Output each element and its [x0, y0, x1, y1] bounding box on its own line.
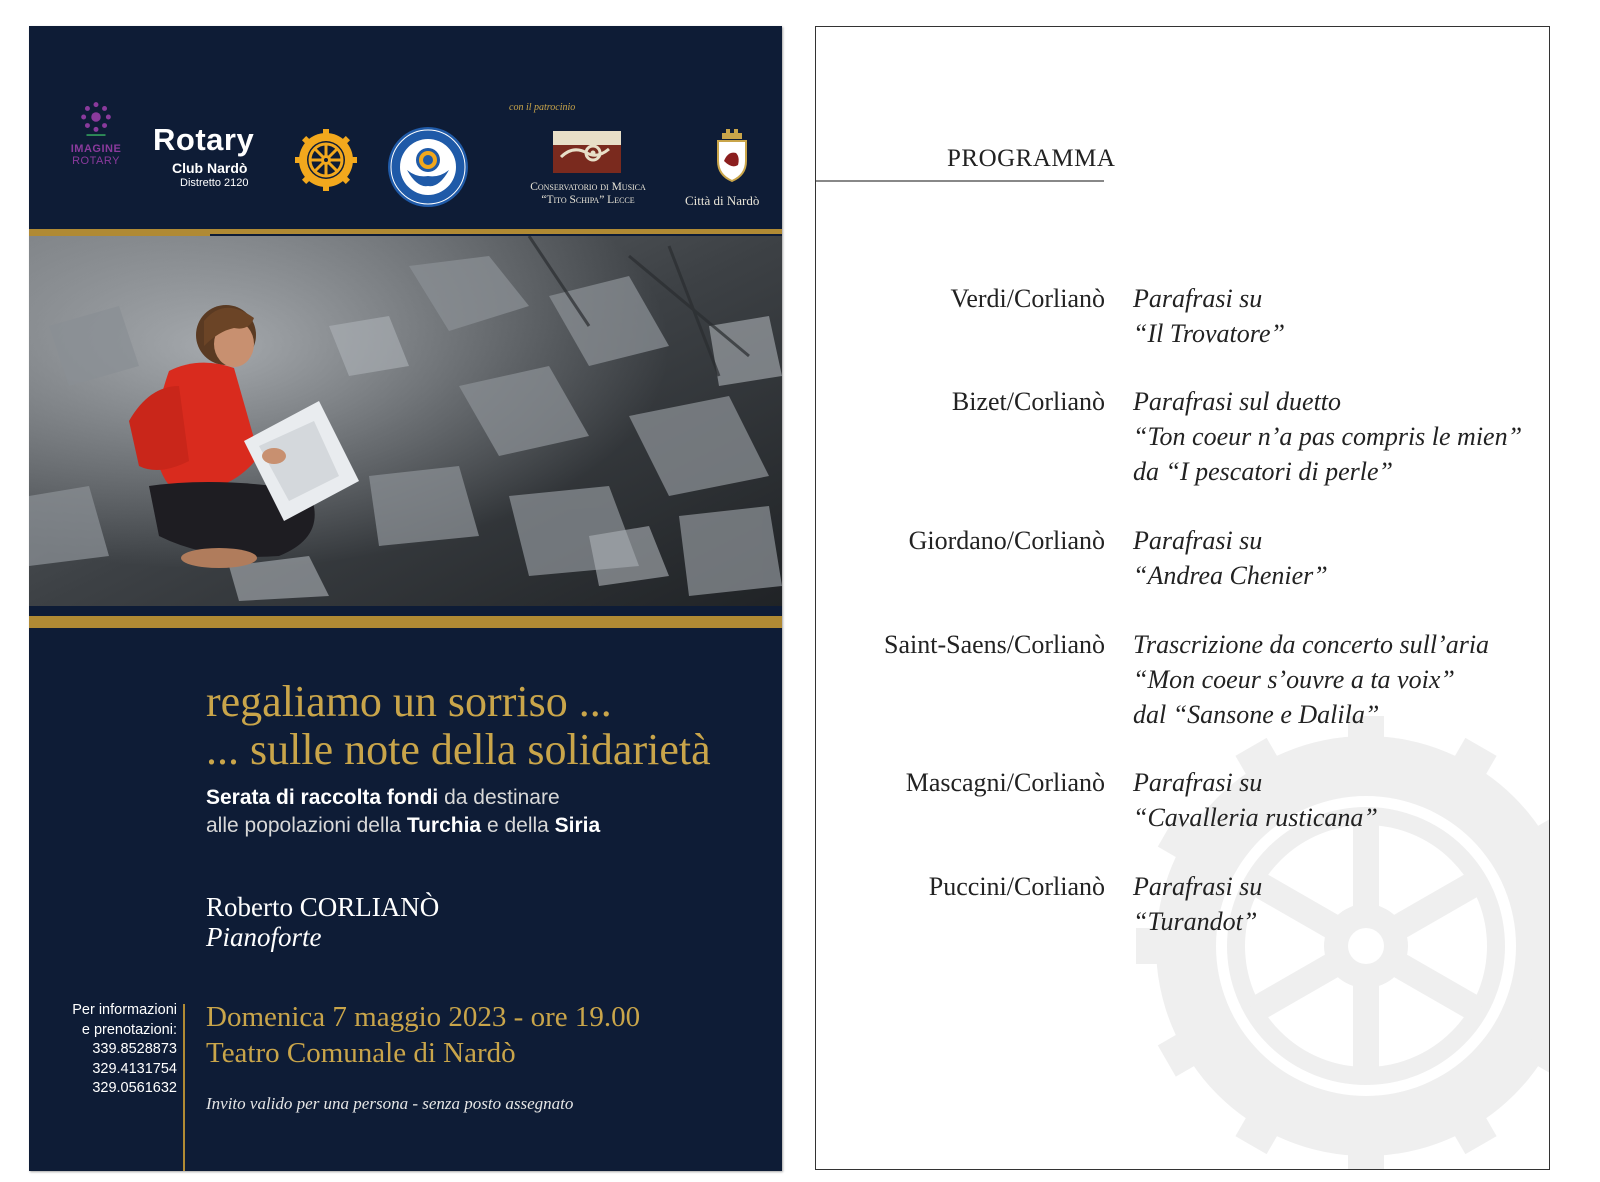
composer: Verdi/Corlianò [950, 284, 1105, 313]
piece-line: “Andrea Chenier” [1133, 561, 1328, 590]
piece-line: dal “Sansone e Dalila” [1133, 700, 1380, 729]
subtitle-bold: Serata di raccolta fondi [206, 786, 439, 809]
piece-line: “Turandot” [1133, 907, 1258, 936]
district-name: Distretto 2120 [180, 177, 249, 189]
subtitle-line1 [206, 784, 600, 812]
rotary-e-futuro-icon [387, 126, 469, 208]
piece-line: Parafrasi sul duetto [1133, 387, 1342, 416]
piece-description [1133, 765, 1378, 835]
performer-instrument: Pianoforte [206, 922, 322, 952]
composer: Puccini/Corlianò [928, 872, 1105, 901]
gold-top-rule [29, 229, 782, 234]
rotary-wordmark: Rotary [153, 122, 255, 157]
subtitle-turchia: Turchia [406, 814, 482, 837]
rotary-club-logo [153, 122, 254, 189]
club-name: Club Nardò [172, 160, 248, 176]
composer: Mascagni/Corlianò [905, 768, 1105, 797]
program-title: PROGRAMMA [947, 145, 1116, 172]
subtitle-line2 [206, 812, 600, 840]
invite-note: Invito valido per una persona - senza posto assegnato [206, 1094, 574, 1113]
phone-number: 329.4131754 [92, 1060, 177, 1077]
rotary-wheel-icon [294, 128, 358, 192]
rotary-small-text: ROTARY [72, 155, 120, 167]
gold-bottom-rule [29, 616, 782, 628]
child-reading-photo [29, 236, 782, 606]
phone-number: 339.8528873 [92, 1041, 177, 1057]
headline-line1: regaliamo un sorriso ... [206, 677, 612, 726]
imagine-rotary-logo [61, 98, 131, 167]
conservatorio-logo-icon [553, 131, 621, 173]
subtitle [206, 784, 600, 840]
composer: Bizet/Corlianò [951, 387, 1105, 416]
piece-line: Parafrasi su [1133, 284, 1263, 313]
piece-line: Parafrasi su [1133, 768, 1263, 797]
piece-line: “Il Trovatore” [1133, 319, 1285, 348]
piece-line: “Mon coeur s’ouvre a ta voix” [1133, 665, 1455, 694]
city-crest-icon [714, 127, 750, 183]
info-label-1: Per informazioni [72, 1002, 177, 1018]
conservatorio-line1: Conservatorio di Musica [530, 181, 646, 193]
composer: Giordano/Corlianò [908, 526, 1105, 555]
subtitle-siria: Siria [554, 814, 601, 837]
imagine-flower-icon [77, 98, 115, 136]
piece-line: Parafrasi su [1133, 526, 1263, 555]
gold-vertical-divider [183, 1004, 185, 1171]
piece-description [1133, 384, 1522, 489]
subtitle-rest: da destinare [438, 786, 560, 809]
subtitle-part-a: alle popolazioni della [206, 814, 407, 837]
piece-line: “Cavalleria rusticana” [1133, 803, 1378, 832]
piece-description [1133, 627, 1489, 732]
phone-number: 329.0561632 [92, 1080, 177, 1096]
piece-line: Trascrizione da concerto sull’aria [1133, 630, 1490, 659]
imagine-text: IMAGINE [70, 143, 122, 155]
piece-line: Parafrasi su [1133, 872, 1263, 901]
piece-line: “Ton coeur n’a pas compris le mien” [1133, 422, 1523, 451]
headline-line2: ... sulle note della solidarietà [206, 725, 711, 774]
conservatorio-line2: “Tito Schipa” Lecce [541, 194, 635, 206]
performer-name: Roberto CORLIANÒ [206, 892, 440, 922]
piece-description [1133, 281, 1285, 351]
piece-description [1133, 869, 1262, 939]
program-panel [815, 26, 1550, 1170]
logo-row [29, 26, 782, 236]
piece-line: da “I pescatori di perle” [1133, 457, 1393, 486]
composer: Saint-Saens/Corlianò [884, 630, 1105, 659]
subtitle-part-c: e della [481, 814, 555, 837]
program-title-rule [816, 180, 1104, 182]
event-date: Domenica 7 maggio 2023 - ore 19.00 [206, 1001, 641, 1033]
citta-name: Città di Nardò [685, 193, 760, 208]
event-venue: Teatro Comunale di Nardò [206, 1037, 516, 1069]
piece-description [1133, 523, 1328, 593]
info-label-2: e prenotazioni: [81, 1021, 177, 1038]
poster-panel [29, 26, 782, 1171]
contact-info [45, 1001, 177, 1099]
conservatorio-name [505, 181, 671, 207]
patrocinio-label: con il patrocinio [509, 102, 576, 113]
